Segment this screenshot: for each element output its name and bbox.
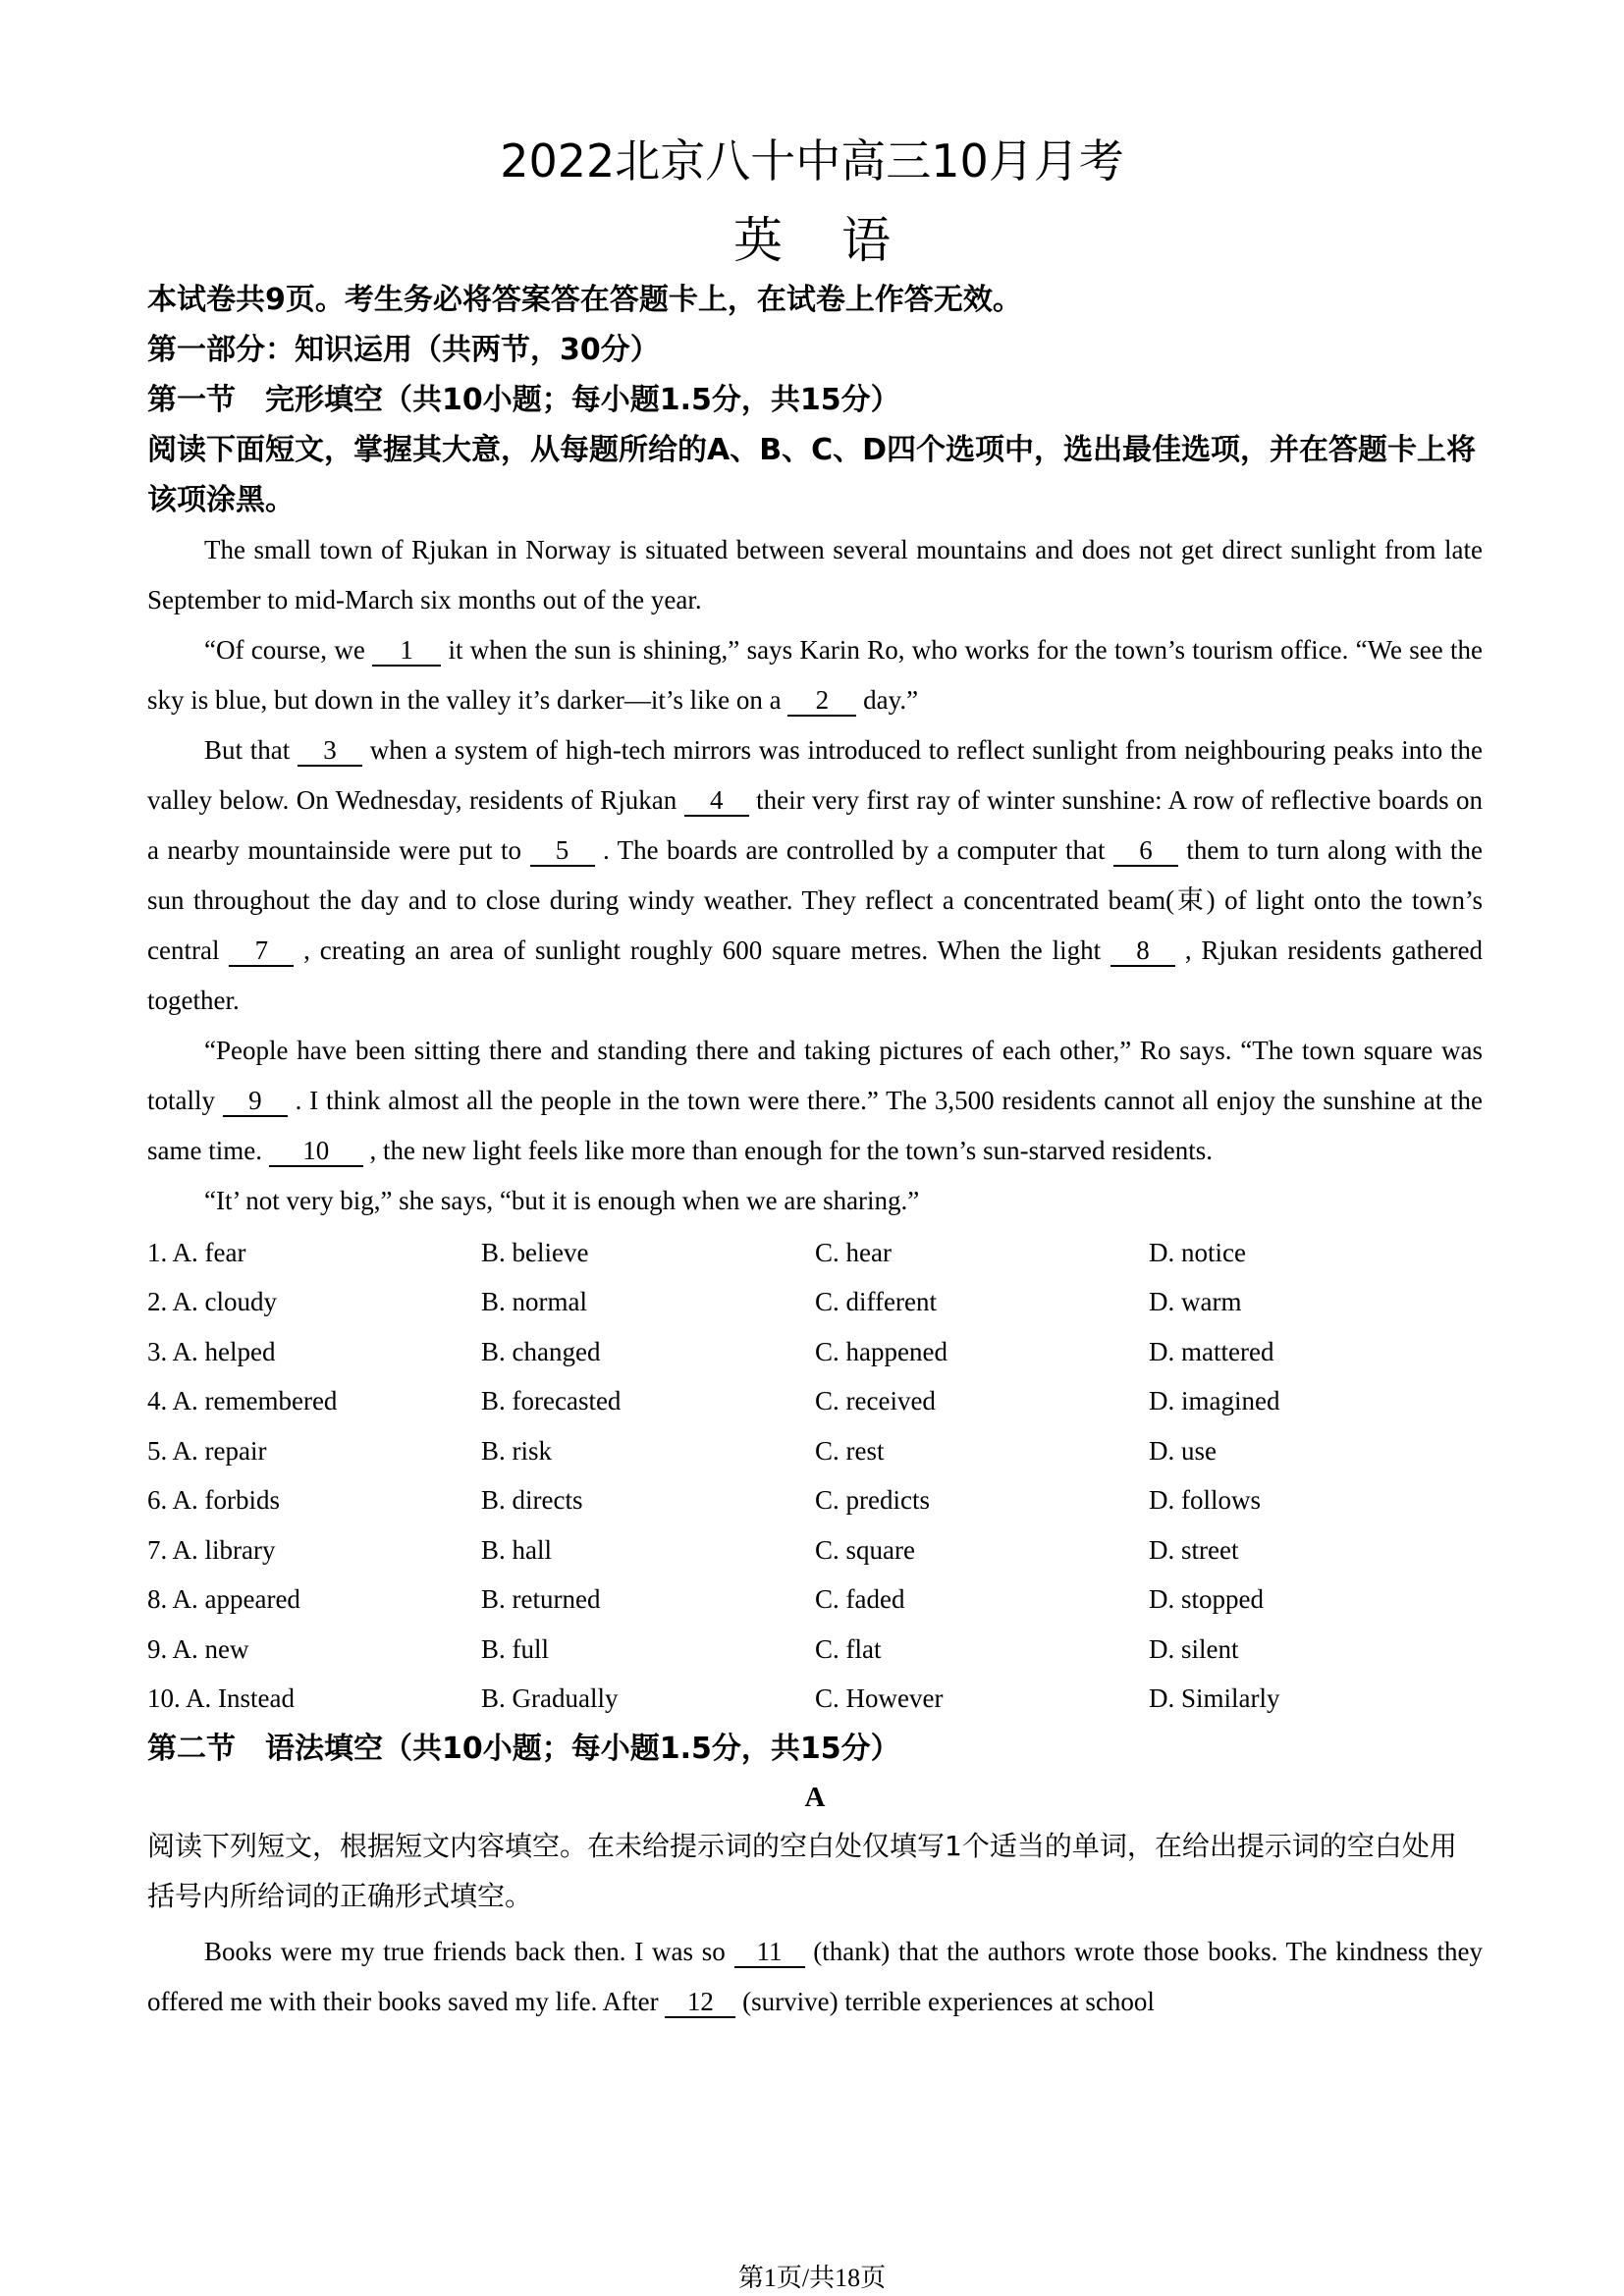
exam-title: 2022北京八十中高三10月月考	[500, 134, 1124, 187]
option-row: 5. A. repair B. risk C. rest D. use	[147, 1435, 1217, 1466]
section2-label: A	[804, 1782, 826, 1813]
grammar-paragraph: Books were my true friends back then. I was so 11 (thank) that the authors wrote those books. The kindness they offered me with their books saved my life. After 12 (survive) terrible experiences at school	[147, 1937, 1484, 2016]
cloze-blank-1: 1	[372, 635, 441, 667]
option-row: 10. A. Instead B. Gradually C. However D. Similarly	[147, 1683, 1280, 1714]
section1-instruction: 阅读下面短文，掌握其大意，从每题所给的A、B、C、D四个选项中，选出最佳选项，并在答题卡上将该项涂黑。	[147, 433, 1477, 517]
option-row: 6. A. forbids B. directs C. predicts D. follows	[147, 1485, 1261, 1516]
cloze-paragraph-1: The small town of Rjukan in Norway is situated between several mountains and does not get direct sunlight from late September to mid-March six months out of the year.	[147, 535, 1483, 614]
page-number: 第1页/共18页	[737, 2264, 887, 2292]
option-row: 2. A. cloudy B. normal C. different D. warm	[147, 1287, 1242, 1317]
section1-heading: 第一节 完形填空（共10小题；每小题1.5分，共15分）	[147, 383, 900, 417]
option-row: 7. A. library B. hall C. square D. street	[147, 1534, 1239, 1565]
cloze-blank-7: 7	[229, 935, 294, 967]
section2-heading: 第二节 语法填空（共10小题；每小题1.5分，共15分）	[147, 1732, 900, 1766]
cloze-blank-2: 2	[787, 685, 856, 717]
part1-heading: 第一部分：知识运用（共两节，30分）	[147, 333, 660, 367]
cloze-blank-3: 3	[298, 735, 362, 767]
exam-body	[147, 275, 1483, 2027]
grammar-blank-12: 12	[665, 1987, 735, 2018]
subject-title: 英语	[733, 212, 949, 269]
exam-notice: 本试卷共9页。考生务必将答案答在答题卡上，在试卷上作答无效。	[147, 283, 1022, 317]
option-row: 9. A. new B. full C. flat D. silent	[147, 1633, 1239, 1664]
cloze-paragraph-5: “It’ not very big,” she says, “but it is enough when we are sharing.”	[204, 1186, 920, 1215]
cloze-blank-6: 6	[1113, 835, 1178, 867]
cloze-blank-9: 9	[223, 1086, 288, 1117]
cloze-blank-10: 10	[269, 1136, 363, 1167]
grammar-blank-11: 11	[734, 1937, 805, 1968]
cloze-paragraph-3: But that 3 when a system of high-tech mirrors was introduced to reflect sunlight from neighbouring peaks into the valley below. On Wednesday, residents of Rjukan 4 their very first ray of winter sunshine: A row of reflective boards on a nearby mountainside were put to 5 . The boards are controlled by a computer that 6 them to turn along with the sun throughout the day and to close during windy weather. They reflect a concentrated beam(束) of light onto the town’s central 7 , creating an area of sunlight roughly 600 square metres. When the light 8 , Rjukan residents gathered together.	[147, 735, 1484, 1015]
option-row: 4. A. remembered B. forecasted C. received D. imagined	[147, 1386, 1280, 1416]
cloze-blank-4: 4	[684, 785, 749, 817]
cloze-paragraph-4: “People have been sitting there and standing there and taking pictures of each other,” Ro says. “The town square was totally 9 . I think almost all the people in the town were there.” The 3,500 residents cannot all enjoy the sunshine at the same time. 10 , the new light feels like more than enough for the town’s sun-starved residents.	[147, 1036, 1484, 1165]
cloze-options	[147, 1228, 1483, 1724]
section2-instruction: 阅读下列短文，根据短文内容填空。在未给提示词的空白处仅填写1个适当的单词，在给出提示词的空白处用括号内所给词的正确形式填空。	[147, 1830, 1457, 1912]
cloze-blank-5: 5	[530, 835, 595, 867]
cloze-blank-8: 8	[1110, 935, 1175, 967]
cloze-paragraph-2: “Of course, we 1 it when the sun is shining,” says Karin Ro, who works for the town’s tourism office. “We see the sky is blue, but down in the valley it’s darker—it’s like on a 2 day.”	[147, 635, 1484, 715]
option-row: 1. A. fear B. believe C. hear D. notice	[147, 1237, 1246, 1267]
option-row: 8. A. appeared B. returned C. faded D. stopped	[147, 1584, 1264, 1615]
option-row: 3. A. helped B. changed C. happened D. mattered	[147, 1336, 1274, 1366]
